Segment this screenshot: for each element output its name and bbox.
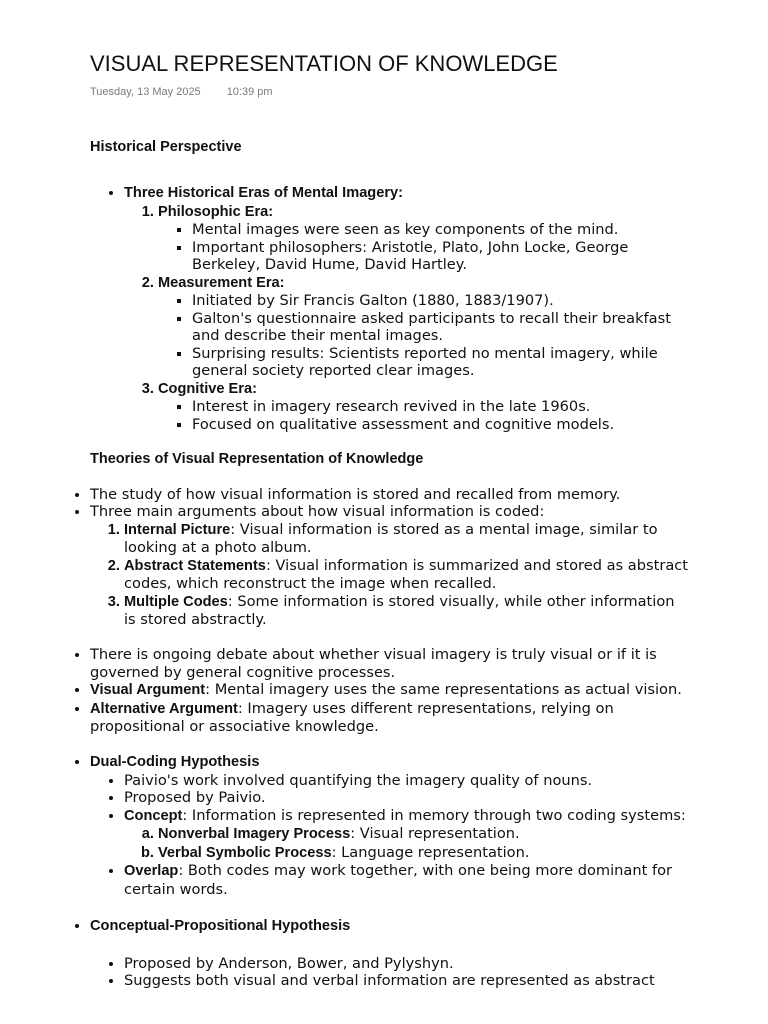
- list-item: [90, 503, 690, 629]
- page-time: 10:39 pm: [226, 86, 273, 98]
- list-item: ▪ Mental images were seen as key components of the mind.: [192, 221, 690, 239]
- list-item: • Suggests both visual and verbal information are represented as abstract: [124, 972, 690, 990]
- term: Nonverbal Imagery Process: [158, 826, 351, 842]
- argument-term: Internal Picture: [124, 521, 231, 538]
- page-timestamp: [90, 84, 273, 102]
- list-item-text: Three main arguments about how visual information is coded:: [90, 503, 545, 520]
- list-item: [158, 844, 690, 863]
- term-text: : Imagery uses different representations, relying on propositional or associative knowledge.: [90, 699, 614, 735]
- era-item: [158, 380, 690, 434]
- page-date: Tuesday, 13 May 2025: [90, 86, 201, 98]
- eras-title: Three Historical Eras of Mental Imagery:: [124, 185, 403, 201]
- list-item: • Paivio's work involved quantifying the imagery quality of nouns.: [124, 772, 690, 790]
- list-item: [124, 184, 690, 433]
- dual-coding-points: [90, 772, 690, 899]
- list-item: [158, 825, 690, 844]
- era-name: Philosophic Era:: [158, 203, 274, 220]
- term: Verbal Symbolic Process: [158, 844, 332, 861]
- term-text: : Visual representation.: [350, 825, 520, 842]
- era-item: [158, 274, 690, 380]
- era-points: [158, 292, 690, 380]
- argument-term: Multiple Codes: [124, 593, 228, 610]
- argument-item: [124, 521, 690, 557]
- debate-list: [90, 646, 690, 736]
- historical-list: [90, 184, 690, 433]
- arguments-list: [90, 521, 690, 629]
- era-points: [158, 221, 690, 274]
- list-item: ▪ Initiated by Sir Francis Galton (1880, 1883/1907).: [192, 292, 690, 310]
- argument-item: [124, 557, 690, 593]
- list-item: ▪ Important philosophers: Aristotle, Plato, John Locke, George Berkeley, David Hume, David Hartley.: [192, 239, 690, 274]
- argument-text: : Visual information is stored as a mental image, similar to looking at a photo album.: [124, 520, 658, 556]
- coding-systems-list: [124, 825, 690, 862]
- era-name: Cognitive Era:: [158, 380, 257, 397]
- dual-coding-list: [90, 753, 690, 898]
- list-item: ▪ Interest in imagery research revived in the late 1960s.: [192, 398, 690, 416]
- term: Concept: [124, 807, 183, 824]
- list-item: ▪ Galton's questionnaire asked participants to recall their breakfast and describe their mental images.: [192, 310, 690, 345]
- term: Overlap: [124, 863, 179, 879]
- list-item: • There is ongoing debate about whether visual imagery is truly visual or if it is governed by general cognitive processes.: [90, 646, 690, 681]
- note-body: [90, 139, 690, 990]
- section-heading-historical: Historical Perspective: [90, 139, 242, 155]
- term: Visual Argument: [90, 682, 206, 698]
- list-item: [90, 681, 690, 700]
- conceptual-list: [90, 917, 690, 990]
- era-name: Measurement Era:: [158, 274, 285, 291]
- argument-term: Abstract Statements: [124, 557, 266, 574]
- list-item: ▪ Focused on qualitative assessment and cognitive models.: [192, 416, 690, 434]
- term-text: : Both codes may work together, with one being more dominant for certain words.: [124, 862, 673, 898]
- list-item: ▪ Surprising results: Scientists reported no mental imagery, while general society reported clear images.: [192, 345, 690, 380]
- argument-text: : Visual information is summarized and stored as abstract codes, which reconstruct the image when recalled.: [124, 556, 689, 592]
- argument-text: : Some information is stored visually, while other information is stored abstractly.: [124, 592, 675, 628]
- list-item: [124, 807, 690, 863]
- list-item: [124, 862, 690, 898]
- term-text: : Language representation.: [331, 843, 530, 861]
- term-text: : Information is represented in memory through two coding systems:: [182, 806, 686, 824]
- list-item: • Proposed by Anderson, Bower, and Pylyshyn.: [124, 955, 690, 973]
- list-item: • Proposed by Paivio.: [124, 789, 690, 807]
- list-item: [90, 753, 690, 898]
- theories-list: [90, 486, 690, 629]
- term: Alternative Argument: [90, 700, 238, 717]
- list-item: [90, 700, 690, 736]
- section-heading-theories: Theories of Visual Representation of Knowledge: [90, 451, 424, 467]
- era-points: [158, 398, 690, 433]
- dual-coding-title: Dual-Coding Hypothesis: [90, 754, 260, 770]
- list-item: • The study of how visual information is stored and recalled from memory.: [90, 486, 690, 504]
- conceptual-points: [90, 955, 690, 990]
- conceptual-title: Conceptual-Propositional Hypothesis: [90, 918, 351, 934]
- term-text: : Mental imagery uses the same representations as actual vision.: [205, 681, 682, 698]
- era-item: [158, 203, 690, 274]
- argument-item: [124, 593, 690, 629]
- eras-list: [124, 203, 690, 434]
- list-item: [90, 917, 690, 990]
- page-title: VISUAL REPRESENTATION OF KNOWLEDGE: [90, 51, 558, 76]
